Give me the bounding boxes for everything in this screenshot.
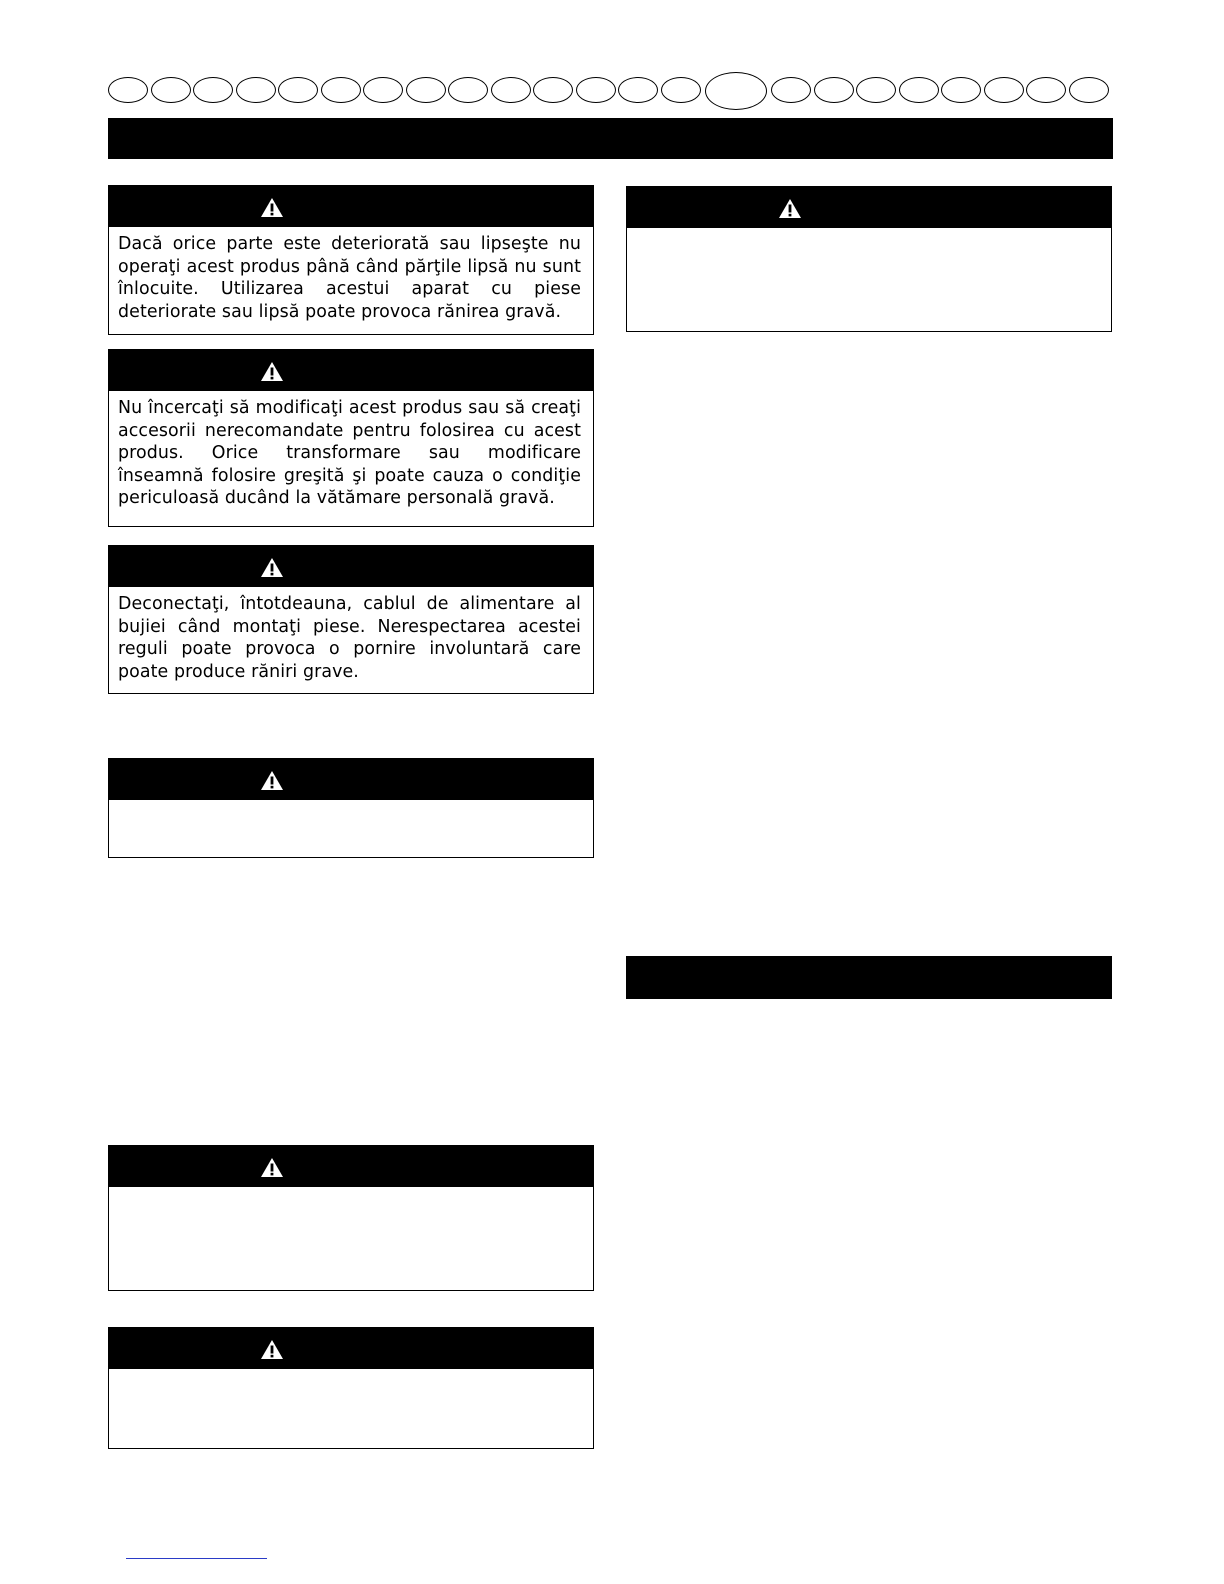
warning-header bbox=[109, 1328, 593, 1369]
warning-text bbox=[109, 1187, 593, 1193]
warning-text bbox=[109, 800, 593, 806]
warning-text bbox=[627, 228, 1111, 234]
warning-text: Dacă orice parte este deteriorată sau lipseşte nu operaţi acest produs până când părţile lipsă nu sunt înlocuite. Utilizarea acestui aparat cu piese deteriorate sau lipsă poate provoca rănirea gravă. bbox=[118, 234, 581, 322]
language-tab[interactable] bbox=[661, 77, 701, 103]
language-tab[interactable] bbox=[576, 77, 616, 103]
language-tab[interactable] bbox=[321, 77, 361, 103]
language-tab[interactable] bbox=[1069, 77, 1109, 103]
warning-triangle-icon bbox=[260, 197, 284, 218]
warning-box bbox=[108, 1145, 594, 1291]
language-tab[interactable] bbox=[618, 77, 658, 103]
language-tab[interactable] bbox=[771, 77, 811, 103]
warning-text bbox=[109, 1369, 593, 1375]
language-tab[interactable] bbox=[108, 77, 148, 103]
language-tab[interactable] bbox=[984, 77, 1024, 103]
language-tab[interactable] bbox=[448, 77, 488, 103]
warning-header bbox=[109, 546, 593, 587]
warning-header bbox=[109, 350, 593, 391]
language-tab[interactable] bbox=[491, 77, 531, 103]
footer-rule bbox=[126, 1558, 267, 1559]
warning-header bbox=[109, 1146, 593, 1187]
page-title-bar bbox=[108, 118, 1113, 159]
language-tab[interactable] bbox=[856, 77, 896, 103]
language-tab[interactable] bbox=[814, 77, 854, 103]
warning-triangle-icon bbox=[260, 361, 284, 382]
language-tabs bbox=[108, 72, 1112, 110]
warning-triangle-icon bbox=[260, 1157, 284, 1178]
warning-triangle-icon bbox=[778, 198, 802, 219]
language-tab[interactable] bbox=[193, 77, 233, 103]
warning-triangle-icon bbox=[260, 1339, 284, 1360]
section-heading-bar bbox=[626, 956, 1112, 999]
language-tab[interactable] bbox=[363, 77, 403, 103]
language-tab[interactable] bbox=[151, 77, 191, 103]
warning-box bbox=[108, 1327, 594, 1449]
warning-box bbox=[108, 349, 594, 527]
warning-box bbox=[108, 545, 594, 694]
warning-box bbox=[108, 758, 594, 858]
language-tab[interactable] bbox=[236, 77, 276, 103]
language-tab[interactable] bbox=[1026, 77, 1066, 103]
warning-text: Nu încercaţi să modificaţi acest produs sau să creaţi accesorii nerecomandate pentru folosirea cu acest produs. Orice transformare sau modificare înseamnă folosire greşită şi poate cauza o condiţie periculoasă ducând la vătămare personală gravă. bbox=[118, 398, 581, 508]
language-tab[interactable] bbox=[533, 77, 573, 103]
warning-box bbox=[108, 185, 594, 335]
language-tab[interactable] bbox=[941, 77, 981, 103]
warning-text: Deconectaţi, întotdeauna, cablul de alimentare al bujiei când montaţi piese. Nerespectarea acestei reguli poate provoca o pornire involuntară care poate produce răniri grave. bbox=[118, 594, 581, 682]
warning-header bbox=[109, 186, 593, 227]
warning-header bbox=[627, 187, 1111, 228]
warning-triangle-icon bbox=[260, 557, 284, 578]
warning-header bbox=[109, 759, 593, 800]
language-tab[interactable] bbox=[899, 77, 939, 103]
language-tab[interactable] bbox=[278, 77, 318, 103]
language-tab-selected[interactable] bbox=[705, 72, 767, 110]
warning-triangle-icon bbox=[260, 770, 284, 791]
language-tab[interactable] bbox=[406, 77, 446, 103]
warning-box bbox=[626, 186, 1112, 332]
